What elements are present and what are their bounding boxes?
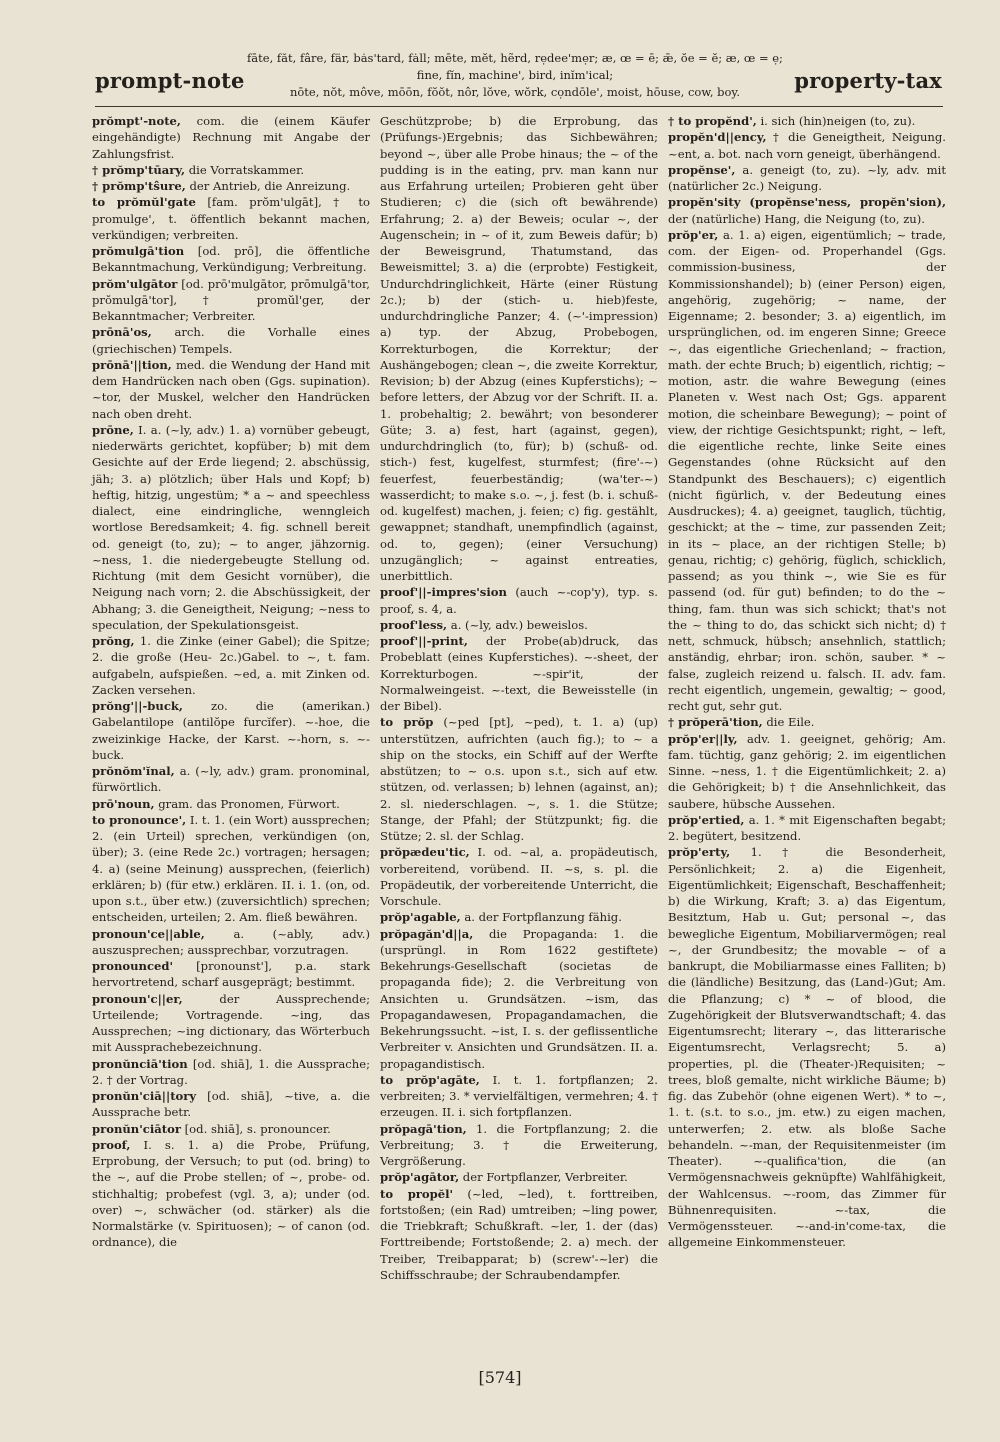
dictionary-entry [92, 113, 370, 162]
dictionary-entry [380, 1169, 658, 1185]
entry-headword: prōne, [92, 422, 134, 437]
entry-definition: [fam. prŏm'ulgāt], † to promulge', t. öffentlich bekannt machen, verkündigen; verbreiten. [92, 195, 370, 242]
dictionary-entry [92, 357, 370, 422]
entry-headword: to prŏp'agāte, [380, 1072, 480, 1087]
entry-definition: die Vorratskammer. [185, 162, 305, 177]
pronunciation-line-2: fine, fĭn, machine', bird, inĭm'ical; [416, 68, 614, 82]
entry-definition: † die Geneigtheit, Neigung. ~ent, a. bot. nach vorn geneigt, überhängend. [668, 130, 946, 161]
dictionary-entry [380, 714, 658, 844]
entry-definition: der Aussprechende; Urteilende; Vortragende. ~ing, das Aussprechen; ~ing dictionary, das Wörterbuch mit Aussprachebezeichnung. [92, 991, 370, 1055]
entry-headword: † prŏmp'tŝure, [92, 179, 186, 193]
dictionary-entry [380, 926, 658, 1072]
entry-definition: a. 1. a) eigen, eigentümlich; ~ trade, com. der Eigen- od. Properhandel (Ggs. commission-business, der Kommissionshandel); b) (einer Person) eigen, angehörig, zugehörig; ~ name, der Eigenname; 2. besonder; 3. a) eigentlich, im ursprünglichen, od. im engeren Sinne; Greece ~, das eigentliche Griechenland; ~ fraction, math. der echte Bruch; b) eigentlich, richtig; ~ motion, astr. die wahre Bewegung (eines Planeten v. West nach Ost; Ggs. apparent motion, die scheinbare Bewegung); ~ point of view, der richtige Gesichtspunkt; right, ~ left, die eigentliche rechte, linke Seite eines Gegenstandes (ohne Rücksicht auf den Standpunkt des Beschauers); c) eigentlich (nicht figürlich, v. der Bedeutung eines Ausdruckes); 4. a) geeignet, tauglich, tüchtig, geschickt; at the ~ time, zur passenden Zeit; in its ~ place, an der richtigen Stelle; b) genau, richtig; c) gehörig, füglich, schicklich, passend; as you think ~, wie Sie es für passend (od. für gut) befinden; to do the ~ thing, fam. thun was sich schickt; that's not the ~ thing to do, das schickt sich nicht; d) † nett, schmuck, hübsch; ansehnlich, stattlich; anständig, ehrbar; iron. schön, sauber. * ~ false, zugleich reizend u. falsch. II. adv. fam. recht eigentlich, ungemein, gewaltig; ~ good, recht gut, sehr gut. [668, 227, 946, 713]
dictionary-entry [668, 113, 946, 129]
entry-headword: † prŏperā'tion, [668, 715, 763, 730]
dictionary-entry [92, 1056, 370, 1089]
entry-definition: a. (~ly, adv.) beweislos. [447, 617, 588, 632]
entry-definition: die Eile. [762, 715, 815, 730]
pronunciation-key [225, 50, 805, 101]
dictionary-entry [668, 844, 946, 1250]
dictionary-entry [92, 324, 370, 357]
entry-definition: [pronounst'], p.a. stark hervortretend, scharf ausgeprägt; bestimmt. [92, 959, 370, 990]
entry-headword: pronŭnciā'tion [92, 1056, 188, 1071]
entry-headword: pronoun'c||er, [92, 991, 183, 1006]
pronunciation-line-3: nōte, nŏt, môve, mōōn, fŏŏt, nôr, lŏve, wŏrk, cọndōle', moist, hōuse, cow, boy. [289, 85, 741, 99]
dictionary-entry [380, 1121, 658, 1170]
entry-headword: prōnā'os, [92, 325, 152, 340]
dictionary-entry [92, 276, 370, 325]
entry-definition: 1. † die Besonderheit, Persönlichkeit; 2. a) die Eigenheit, Eigentümlichkeit; Eigenschaft, Beschaffenheit; b) die Wirkung, Kraft; 3. a) das Eigentum, Besitztum, Hab u. Gut; personal ~, das bewegliche Eigentum, Mobiliarvermögen; real ~, der Grundbesitz; the movable ~ of a bankrupt, die Mobiliarmasse eines Falliten; b) die (ländliche) Besitzung, das (Land-)Gut; Am. die Pflanzung; c) * ~ of blood, die Zugehörigkeit der Blutsverwandtschaft; 4. das Eigentumsrecht; literary ~, das litterarische Eigentumsrecht, Verlagsrecht; 5. a) properties, pl. die (Theater-)Requisiten; ~ trees, bloß gemalte, nicht wirkliche Bäume; b) fig. das Zubehör (ohne eigenen Wert). * to ~, 1. t. (s.t. to s.o., jm. etw.) zu eigen machen, unterwerfen; 2. etw. als bloße Sache behandeln. ~-man, der Requisitenmeister (im Theater). ~-qualifica'tion, die (an Vermögensnachweis geknüpfte) Wahlfähigkeit, der Wahlcensus. ~-room, das Zimmer für Bühnenrequisiten. ~-tax, die Vermögenssteuer. ~-and-in'come-tax, die allgemeine Einkommensteuer. [668, 845, 946, 1250]
entry-definition: [od. prō'mulgātor, prōmulgā'tor, prŏmulgā'tor], † promŭl'ger, der Bekanntmacher; Verbreiter. [92, 276, 370, 323]
dictionary-entry [380, 1072, 658, 1121]
dictionary-entry [92, 763, 370, 796]
entry-definition: [od. shiā], s. pronouncer. [180, 1121, 331, 1136]
entry-headword: prōnā'||tion, [92, 357, 172, 372]
entry-definition: adv. 1. geeignet, gehörig; Am. fam. tüchtig, ganz gehörig; 2. im eigentlichen Sinne. ~ness, 1. † die Eigentümlichkeit; 2. a) die Gehörigkeit; b) † die Ansehnlichkeit, das saubere, hübsche Aussehen. [668, 731, 946, 811]
dictionary-entry [92, 1137, 370, 1251]
dictionary-entry [668, 714, 946, 730]
entry-headword: prŏpagā'tion, [380, 1121, 467, 1136]
entry-definition: [od. shiā], 1. die Aussprache; 2. † der Vortrag. [92, 1056, 370, 1087]
entry-headword: prŏmpt'-note, [92, 114, 181, 128]
column-3 [668, 113, 946, 1251]
right-guide-word: property-tax [794, 68, 942, 93]
dictionary-entry [92, 162, 370, 178]
dictionary-entry [92, 243, 370, 276]
entry-definition: I. t. 1. fortpflanzen; 2. verbreiten; 3. * vervielfältigen, vermehren; 4. † erzeugen. II. i. sich fortpflanzen. [380, 1072, 658, 1120]
entry-definition: der Antrieb, die Anreizung. [185, 179, 351, 193]
entry-definition: Geschützprobe; b) die Erprobung, das (Prüfungs-)Ergebnis; das Sichbewähren; beyond ~, über alle Probe hinaus; the ~ of the pudding is in the eating, prv. man kann nur aus Erfahrung urteilen; Probieren geht über Studieren; c) die (sich oft bewährende) Erfahrung; 2. a) der Beweis; ocular ~, der Augenschein; in ~ of it, zum Beweis dafür; b) der Beweisgrund, Thatumstand, das Beweismittel; 3. a) die (erprobte) Festigkeit, Undurchdringlichkeit, Härte (einer Rüstung 2c.); b) der (stich- u. hieb)feste, undurchdringliche Panzer; 4. (~'-impression) a) typ. der Abzug, Probebogen, Korrekturbogen, die Korrektur; der Aushängebogen; clean ~, die zweite Korrektur, Revision; b) der Abzug (eines Kupferstichs); ~ before letters, der Abzug vor der Schrift. II. a. 1. probehaltig; 2. bewährt; von besonderer Güte; 3. a) fest, hart (against, gegen), undurchdringlich (to, für); b) (schuß- od. stich-) fest, kugelfest, sturmfest; (fire'-~) feuerfest, feuerbeständig; (wa'ter-~) wasserdicht; to make s.o. ~, j. fest (b. i. schuß- od. kugelfest) machen, j. feien; c) fig. gestählt, gewappnet; standhaft, unempfindlich (against, od. to, gegen); (einer Versuchung) unzugänglich; ~ against entreaties, unerbittlich. [380, 114, 658, 583]
entry-headword: † prŏmp'tūary, [92, 162, 186, 177]
entry-definition: a. geneigt (to, zu). ~ly, adv. mit (natürlicher 2c.) Neigung. [668, 162, 946, 193]
entry-headword: propĕn'd||ency, [668, 130, 767, 145]
entry-headword: to prŏmŭl'gate [92, 195, 196, 210]
entry-headword: proof'||-print, [380, 634, 468, 648]
entry-headword: prō'noun, [92, 796, 155, 811]
entry-definition: a. 1. * mit Eigenschaften begabt; 2. begütert, besitzend. [668, 812, 946, 843]
dictionary-entry [380, 617, 658, 633]
entry-headword: prŏp'agable, [380, 910, 461, 925]
entry-headword: proof'less, [380, 617, 448, 632]
entry-definition: (~led, ~led), t. forttreiben, fortstoßen; (ein Rad) umtreiben; ~ling power, die Triebkraft; Schußkraft. ~ler, 1. der (das) Forttreibende; Fortstoßende; 2. a) mech. der Treiber, Treibapparat; b) (screw'-~ler) die Schiffsschraube; der Schraubendampfer. [380, 1186, 658, 1282]
dictionary-entry [668, 227, 946, 715]
entry-definition: die Propaganda: 1. die (ursprüngl. in Rom 1622 gestiftete) Bekehrungs-Gesellschaft (societas de propaganda fide); 2. die Verbreitung von Ansichten u. Grundsätzen. ~ism, das Propagandawesen, Propagandamachen, die Bekehrungssucht. ~ist, I. s. der geflissentliche Verbreiter v. Ansichten und Grundsätzen. II. a. propagandistisch. [380, 926, 658, 1071]
dictionary-entry [668, 129, 946, 162]
entry-headword: prŏpædeu'tic, [380, 845, 470, 860]
dictionary-entry [380, 909, 658, 925]
entry-definition: der Fortpflanzer, Verbreiter. [459, 1170, 628, 1185]
entry-headword: proof'||-impres'sion [380, 585, 507, 600]
dictionary-entry [92, 178, 370, 194]
dictionary-entry [92, 958, 370, 991]
dictionary-entry [668, 162, 946, 195]
column-2 [380, 113, 658, 1283]
dictionary-entry [92, 1088, 370, 1121]
dictionary-entry [92, 633, 370, 698]
entry-definition: med. die Wendung der Hand mit dem Handrücken nach oben (Ggs. supination). ~tor, der Muskel, welcher den Handrücken nach oben dreht. [92, 357, 370, 421]
entry-headword: pronŭn'ciā||tory [92, 1089, 197, 1103]
page-number: [574] [478, 1368, 522, 1387]
entry-headword: prŏp'erty, [668, 845, 731, 860]
entry-headword: pronounced' [92, 959, 174, 973]
dictionary-entry [668, 194, 946, 227]
header-rule [95, 106, 943, 107]
entry-headword: prŏm'ulgātor [92, 276, 178, 291]
entry-headword: to pronounce', [92, 812, 187, 827]
dictionary-entry [380, 844, 658, 909]
entry-headword: prŏp'er||ly, [668, 731, 738, 746]
entry-definition: I. a. (~ly, adv.) 1. a) vornüber gebeugt, niederwärts gerichtet, kopfüber; b) mit dem Gesichte auf der Erde liegend; 2. abschüssig, jäh; 3. a) plötzlich; über Hals und Kopf; b) heftig, hitzig, ungestüm; * a ~ and speechless dialect, eine eindringliche, wenngleich wortlose Beredsamkeit; 4. fig. schnell bereit od. geneigt (to, zu); ~ to anger, jähzornig. ~ness, 1. die niedergebeugte Stellung od. Richtung (mit dem Gesicht vornüber), die Neigung nach vorn; 2. die Abschüssigkeit, der Abhang; 3. die Geneigtheit, Neigung; ~ness to speculation, der Spekulationsgeist. [92, 422, 370, 632]
entry-headword: prŏp'er, [668, 227, 719, 242]
dictionary-entry [92, 812, 370, 926]
entry-definition: a. (~ly, adv.) gram. pronominal, fürwörtlich. [92, 764, 370, 795]
entry-definition: gram. das Pronomen, Fürwort. [154, 796, 340, 811]
entry-definition: arch. die Vorhalle eines (griechischen) Tempels. [92, 325, 370, 356]
entry-headword: prŏmulgā'tion [92, 244, 185, 258]
entry-headword: prŏpagăn'd||a, [380, 926, 474, 941]
dictionary-entry [668, 731, 946, 812]
entry-headword: to prŏp [380, 715, 434, 730]
entry-definition: (auch ~-cop'y), typ. s. proof, s. 4, a. [380, 585, 658, 616]
dictionary-entry [92, 422, 370, 633]
entry-definition: 1. die Fortpflanzung; 2. die Verbreitung; 3. † die Erweiterung, Vergrößerung. [380, 1121, 658, 1168]
entry-definition: I. t. 1. (ein Wort) aussprechen; 2. (ein Urteil) sprechen, verkündigen (on, über); 3. (eine Rede 2c.) vortragen; hersagen; 4. a) (seine Meinung) aussprechen, (feierlich) erklären; b) (für etw.) erklären. II. i. 1. (on, od. upon s.t., über etw.) (zuversichtlich) sprechen; entscheiden, urteilen; 2. Am. fließ bewähren. [92, 812, 370, 925]
dictionary-entry [380, 113, 658, 584]
entry-headword: prŏng, [92, 634, 135, 648]
entry-headword: propĕn'sity (propĕnse'ness, propĕn'sion), [668, 195, 946, 210]
entry-definition: [od. shiā], ~tive, a. die Aussprache betr. [92, 1089, 370, 1120]
entry-headword: pronoun'ce||able, [92, 926, 205, 941]
entry-definition: I. od. ~al, a. propädeutisch, vorbereitend, vorübend. II. ~s, s. pl. die Propädeutik, der vorbereitende Unterricht, die Vorschule. [380, 845, 658, 908]
entry-definition: zo. die (amerikan.) Gabelantilope (antilŏpe furcĭfer). ~-hoe, die zweizinkige Hacke, der Karst. ~-horn, s. ~-buck. [92, 699, 370, 762]
entry-headword: prŏp'agātor, [380, 1170, 460, 1185]
dictionary-entry [92, 926, 370, 959]
entry-definition: a. der Fortpflanzung fähig. [460, 910, 622, 925]
entry-definition: i. sich (hin)neigen (to, zu). [756, 114, 916, 128]
left-guide-word: prompt-note [95, 68, 245, 93]
entry-headword: prŏp'ertied, [668, 812, 745, 827]
entry-definition: (~ped [pt], ~ped), t. 1. a) (up) unterstützen, aufrichten (auch fig.); to ~ a ship on the stocks, ein Schiff auf der Werfte abstützen; to ~ o.s. upon s.t., sich auf etw. stützen, od. verlassen; b) lehnen (against, an); 2. sl. niederschlagen. ~, s. 1. die Stütze; Stange, der Pfahl; der Stützpunkt; fig. die Stütze; 2. sl. der Schlag. [380, 715, 658, 843]
entry-definition: I. s. 1. a) die Probe, Prüfung, Erprobung, der Versuch; to put (od. bring) to the ~, auf die Probe stellen; of ~, probe- od. stichhaltig; probefest (vgl. 3, a); under (od. over) ~, schwächer (od. stärker) als die Normalstärke (v. Spirituosen); ~ of canon (od. ordnance), die [92, 1137, 370, 1250]
entry-headword: prŏnŏm'ĭnal, [92, 764, 175, 778]
entry-definition: der Probe(ab)druck, das Probeblatt (eines Kupferstiches). ~-sheet, der Korrekturbogen. ~-spir'it, der Normalweingeist. ~-text, die Beweisstelle (in der Bibel). [380, 634, 658, 713]
entry-definition: a. (~ably, adv.) auszusprechen; aussprechbar, vorzutragen. [92, 926, 370, 957]
entry-headword: propĕnse', [668, 162, 736, 177]
dictionary-entry [92, 1121, 370, 1137]
entry-definition: com. die (einem Käufer eingehändigte) Rechnung mit Angabe der Zahlungsfrist. [92, 114, 370, 161]
entry-definition: 1. die Zinke (einer Gabel); die Spitze; 2. die große (Heu- 2c.)Gabel. to ~, t. fam. aufgabeln, aufspießen. ~ed, a. mit Zinken od. Zacken versehen. [92, 634, 370, 697]
dictionary-entry [92, 194, 370, 243]
pronunciation-line-1: fāte, făt, fâre, fär, bȧs'tard, fȧll; mēte, mĕt, hẽrd, rẹdee'mẹr; æ, œ = ē; ǣ, ŏe = ĕ; æ, œ = ẹ; [247, 51, 783, 65]
entry-definition: der (natürliche) Hang, die Neigung (to, zu). [668, 211, 925, 226]
dictionary-entry [92, 796, 370, 812]
dictionary-entry [380, 1186, 658, 1284]
dictionary-entry [92, 991, 370, 1056]
dictionary-entry [668, 812, 946, 845]
entry-definition: [od. prō], die öffentliche Bekanntmachung, Verkündigung; Verbreitung. [92, 244, 370, 275]
entry-headword: proof, [92, 1137, 131, 1152]
column-1 [92, 113, 370, 1251]
entry-headword: prŏng'||-buck, [92, 699, 183, 713]
dictionary-entry [380, 633, 658, 714]
entry-headword: † to propĕnd', [668, 114, 757, 128]
dictionary-entry [380, 584, 658, 617]
dictionary-entry [92, 698, 370, 763]
entry-headword: pronŭn'ciātor [92, 1121, 181, 1136]
entry-headword: to propĕl' [380, 1186, 454, 1201]
